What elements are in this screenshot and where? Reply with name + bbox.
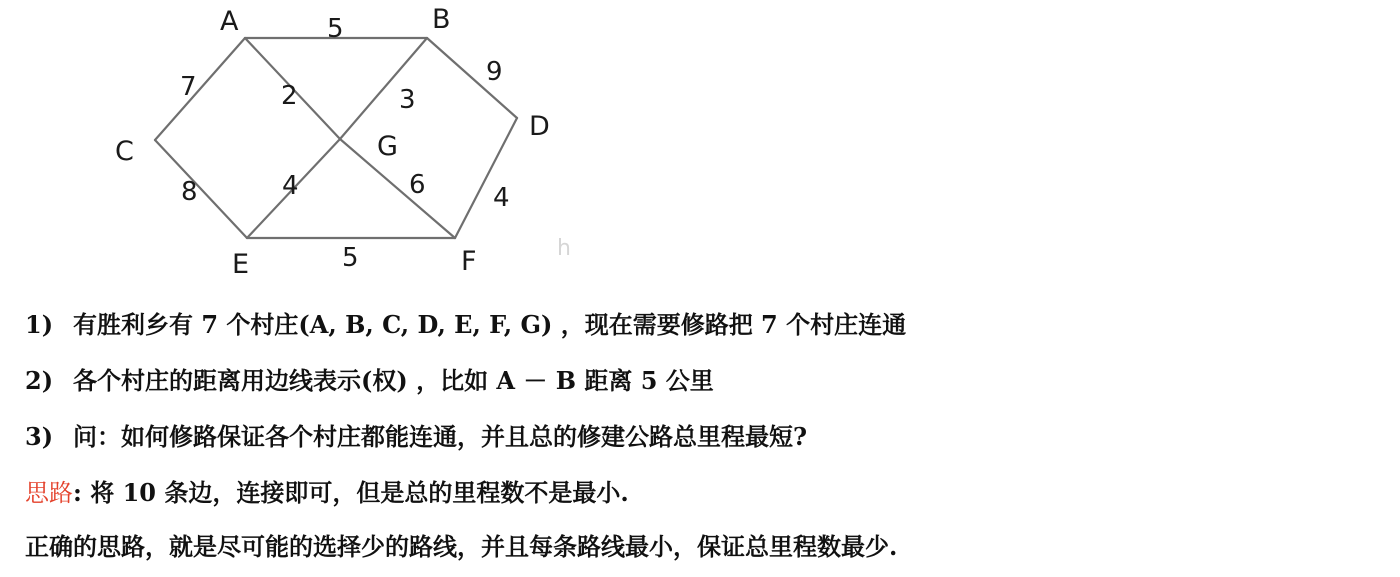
node-label-e: E xyxy=(232,249,250,280)
edge-weight-g-f: 6 xyxy=(409,170,426,200)
edge-weight-b-d: 9 xyxy=(486,57,503,87)
edge-c-e xyxy=(155,140,247,238)
node-label-b: B xyxy=(432,4,451,35)
idea-label: 思路 xyxy=(25,479,73,507)
edge-a-c xyxy=(155,38,245,140)
edge-weight-e-f: 5 xyxy=(342,243,359,273)
edge-b-d xyxy=(427,38,517,118)
item-text: 各个村庄的距离用边线表示(权) ，比如 A － B 距离 5 公里 xyxy=(73,366,714,395)
edge-d-f xyxy=(455,118,517,238)
node-label-g: G xyxy=(377,131,398,162)
edge-weight-d-f: 4 xyxy=(493,183,510,213)
edge-weight-a-c: 7 xyxy=(180,72,197,102)
village-graph-diagram xyxy=(95,0,595,290)
watermark-glyph: h xyxy=(557,236,571,261)
edge-weight-c-e: 8 xyxy=(181,177,198,207)
item-text: 问：如何修路保证各个村庄都能连通，并且总的修建公路总里程最短? xyxy=(73,422,808,451)
edge-weight-e-g: 4 xyxy=(282,171,299,201)
item-number: 3) xyxy=(25,422,54,451)
problem-item-2 xyxy=(25,366,714,396)
node-label-c: C xyxy=(115,136,134,167)
graph-svg xyxy=(95,0,595,290)
edge-weight-a-g: 2 xyxy=(281,81,298,111)
edge-weight-a-b: 5 xyxy=(327,14,344,44)
item-text: 有胜利乡有 7 个村庄(A, B, C, D, E, F, G) ，现在需要修路把 7 个村庄连通 xyxy=(73,310,907,339)
item-number: 1) xyxy=(25,310,54,339)
node-label-d: D xyxy=(529,111,550,142)
correct-idea-line: 正确的思路，就是尽可能的选择少的路线，并且每条路线最小，保证总里程数最少. xyxy=(25,532,898,561)
node-label-f: F xyxy=(461,246,477,277)
edge-weight-b-g: 3 xyxy=(399,85,416,115)
idea-line xyxy=(25,478,629,508)
idea-text: : 将 10 条边，连接即可，但是总的里程数不是最小. xyxy=(73,478,629,507)
node-label-a: A xyxy=(220,6,239,37)
item-number: 2) xyxy=(25,366,54,395)
problem-item-3 xyxy=(25,422,807,452)
problem-item-1 xyxy=(25,310,906,340)
